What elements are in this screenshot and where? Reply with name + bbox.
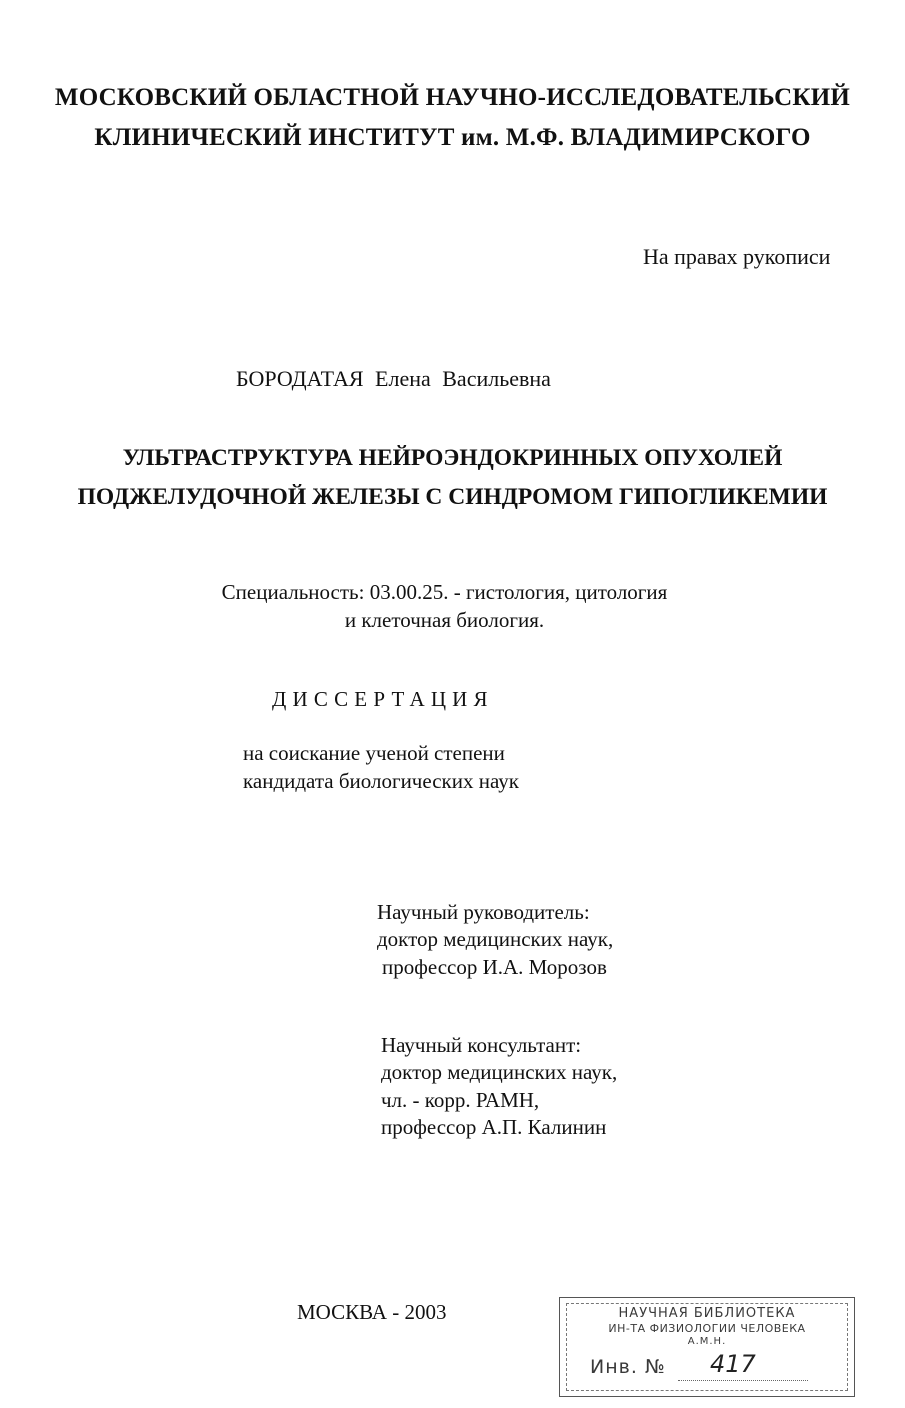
stamp-inventory-line bbox=[678, 1380, 808, 1381]
specialty-line2: и клеточная биология. bbox=[344, 608, 545, 632]
stamp-library-name: НАУЧНАЯ БИБЛИОТЕКА bbox=[618, 1306, 796, 1321]
degree-line1: на соискание ученой степени bbox=[243, 741, 505, 765]
consultant-degree: доктор медицинских наук, bbox=[381, 1060, 618, 1084]
library-stamp bbox=[559, 1297, 855, 1397]
specialty-line1: Специальность: 03.00.25. - гистология, цитология bbox=[221, 580, 668, 604]
city-year: МОСКВА - 2003 bbox=[297, 1300, 447, 1324]
institute-name-line2: КЛИНИЧЕСКИЙ ИНСТИТУТ им. М.Ф. ВЛАДИМИРСКОГО bbox=[94, 124, 811, 151]
institute-name-line1: МОСКОВСКИЙ ОБЛАСТНОЙ НАУЧНО-ИССЛЕДОВАТЕЛЬСКИЙ bbox=[54, 84, 851, 111]
consultant-name: профессор А.П. Калинин bbox=[381, 1115, 607, 1139]
consultant-label: Научный консультант: bbox=[381, 1033, 582, 1057]
supervisor-degree: доктор медицинских наук, bbox=[377, 927, 614, 951]
stamp-academy: А.М.Н. bbox=[687, 1336, 727, 1347]
author-name: БОРОДАТАЯ Елена Васильевна bbox=[236, 366, 551, 391]
thesis-title-line1: УЛЬТРАСТРУКТУРА НЕЙРОЭНДОКРИННЫХ ОПУХОЛЕЙ bbox=[122, 445, 783, 471]
supervisor-name: профессор И.А. Морозов bbox=[382, 955, 607, 979]
stamp-inventory-number: 417 bbox=[710, 1350, 756, 1378]
degree-line2: кандидата биологических наук bbox=[243, 769, 519, 793]
stamp-institute-name: ИН-ТА ФИЗИОЛОГИИ ЧЕЛОВЕКА bbox=[608, 1322, 806, 1335]
stamp-inventory-label: Инв. № bbox=[590, 1356, 666, 1378]
consultant-title: чл. - корр. РАМН, bbox=[381, 1088, 540, 1112]
rights-note: На правах рукописи bbox=[643, 244, 831, 269]
document-type: ДИССЕРТАЦИЯ bbox=[272, 687, 494, 711]
thesis-title-line2: ПОДЖЕЛУДОЧНОЙ ЖЕЛЕЗЫ С СИНДРОМОМ ГИПОГЛИКЕМИИ bbox=[77, 484, 828, 510]
supervisor-label: Научный руководитель: bbox=[377, 900, 590, 924]
